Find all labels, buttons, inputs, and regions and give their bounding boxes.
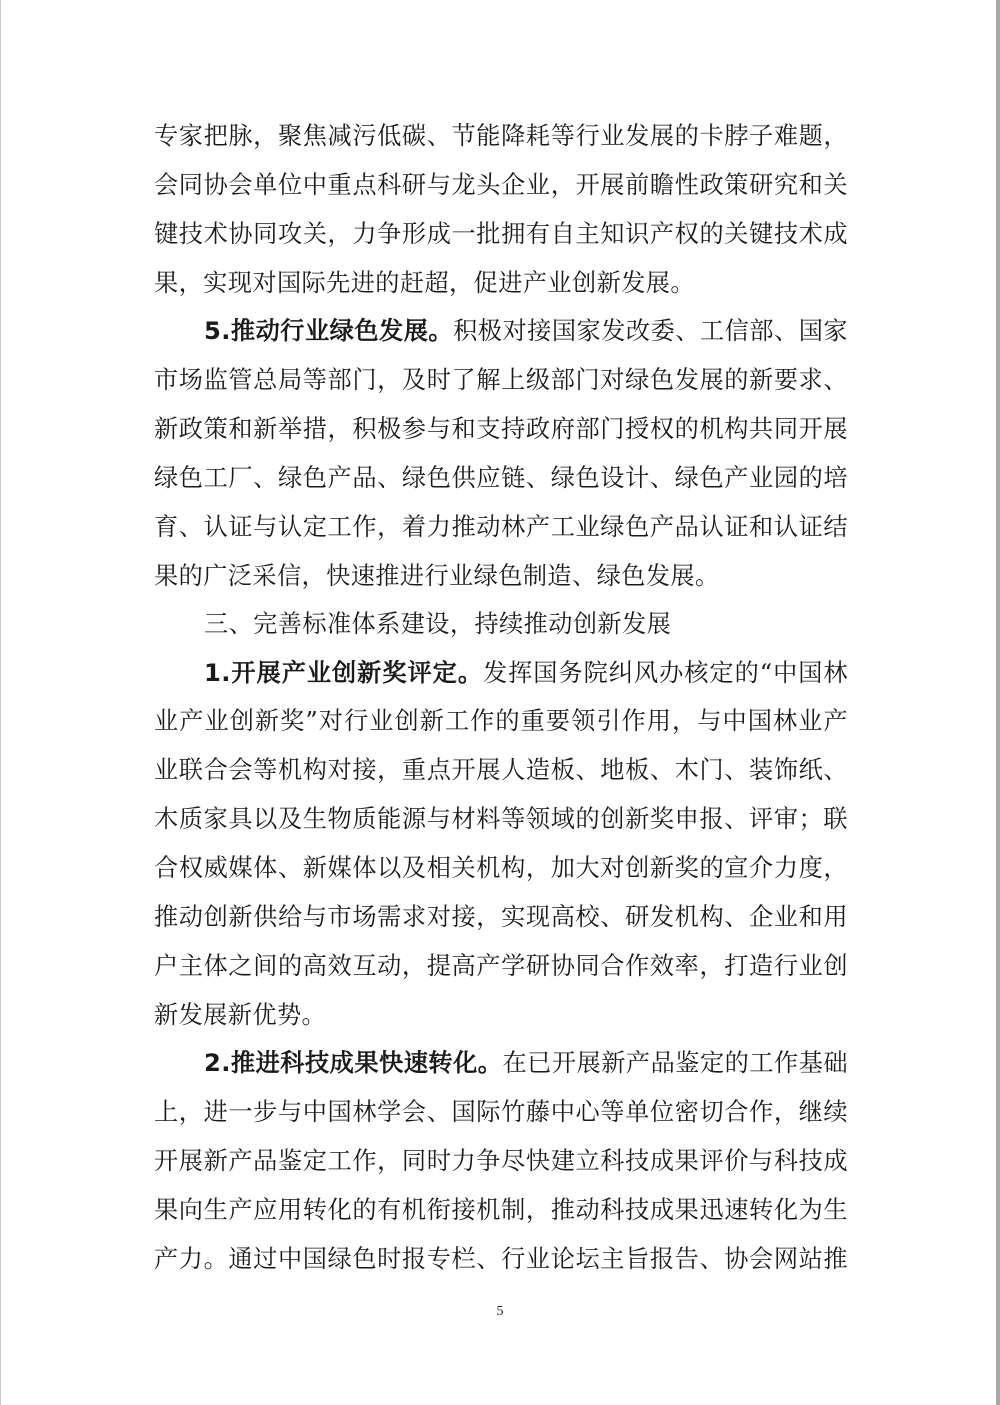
paragraph-line: 新发展新优势。 <box>154 1001 327 1029</box>
item-1-first-line <box>204 649 848 698</box>
paragraph-line: 育、认证与认定工作，着力推动林产工业绿色产品认证和认证结 <box>154 513 848 541</box>
page-right-shadow <box>996 0 1000 1405</box>
item-2-first-line <box>204 1039 848 1088</box>
section-heading: 三、完善标准体系建设，持续推动创新发展 <box>204 610 672 638</box>
paragraph-line: 户主体之间的高效互动，提高产学研协同合作效率，打造行业创 <box>154 952 848 980</box>
paragraph-line: 专家把脉，聚焦减污低碳、节能降耗等行业发展的卡脖子难题， <box>154 122 848 150</box>
paragraph-line: 新政策和新举措，积极参与和支持政府部门授权的机构共同开展 <box>154 415 848 443</box>
paragraph-line: 会同协会单位中重点科研与龙头企业，开展前瞻性政策研究和关 <box>154 171 848 199</box>
paragraph-line: 产力。通过中国绿色时报专栏、行业论坛主旨报告、协会网站推 <box>154 1245 848 1273</box>
item-1-heading: 1.开展产业创新奖评定。 <box>204 659 483 687</box>
paragraph-line: 果，实现对国际先进的赶超，促进产业创新发展。 <box>154 269 695 297</box>
item-1-text: 发挥国务院纠风办核定的“中国林 <box>482 659 848 687</box>
item-2-text: 在已开展新产品鉴定的工作基础 <box>502 1049 849 1077</box>
item-5-heading: 5.推动行业绿色发展。 <box>204 317 454 345</box>
item-5-first-line <box>204 307 848 356</box>
paragraph-line: 果向生产应用转化的有机衔接机制，推动科技成果迅速转化为生 <box>154 1196 848 1224</box>
page-number: 5 <box>496 1304 504 1319</box>
paragraph-line: 绿色工厂、绿色产品、绿色供应链、绿色设计、绿色产业园的培 <box>154 464 848 492</box>
paragraph-line: 上，进一步与中国林学会、国际竹藤中心等单位密切合作，继续 <box>154 1098 848 1126</box>
paragraph-line: 果的广泛采信，快速推进行业绿色制造、绿色发展。 <box>154 562 720 590</box>
paragraph-line: 市场监管总局等部门，及时了解上级部门对绿色发展的新要求、 <box>154 366 848 394</box>
paragraph-line: 合权威媒体、新媒体以及相关机构，加大对创新奖的宣介力度， <box>154 854 848 882</box>
paragraph-line: 推动创新供给与市场需求对接，实现高校、研发机构、企业和用 <box>154 903 848 931</box>
paragraph-line: 键技术协同攻关，力争形成一批拥有自主知识产权的关键技术成 <box>154 220 848 248</box>
item-5-text: 积极对接国家发改委、工信部、国家 <box>453 317 849 345</box>
page-left-border <box>0 0 1 1405</box>
paragraph-line: 木质家具以及生物质能源与材料等领域的创新奖申报、评审；联 <box>154 805 848 833</box>
paragraph-line: 业联合会等机构对接，重点开展人造板、地板、木门、装饰纸、 <box>154 756 848 784</box>
paragraph-line: 业产业创新奖”对行业创新工作的重要领引作用，与中国林业产 <box>154 707 848 735</box>
item-2-heading: 2.推进科技成果快速转化。 <box>204 1049 503 1077</box>
paragraph-line: 开展新产品鉴定工作，同时力争尽快建立科技成果评价与科技成 <box>154 1147 848 1175</box>
